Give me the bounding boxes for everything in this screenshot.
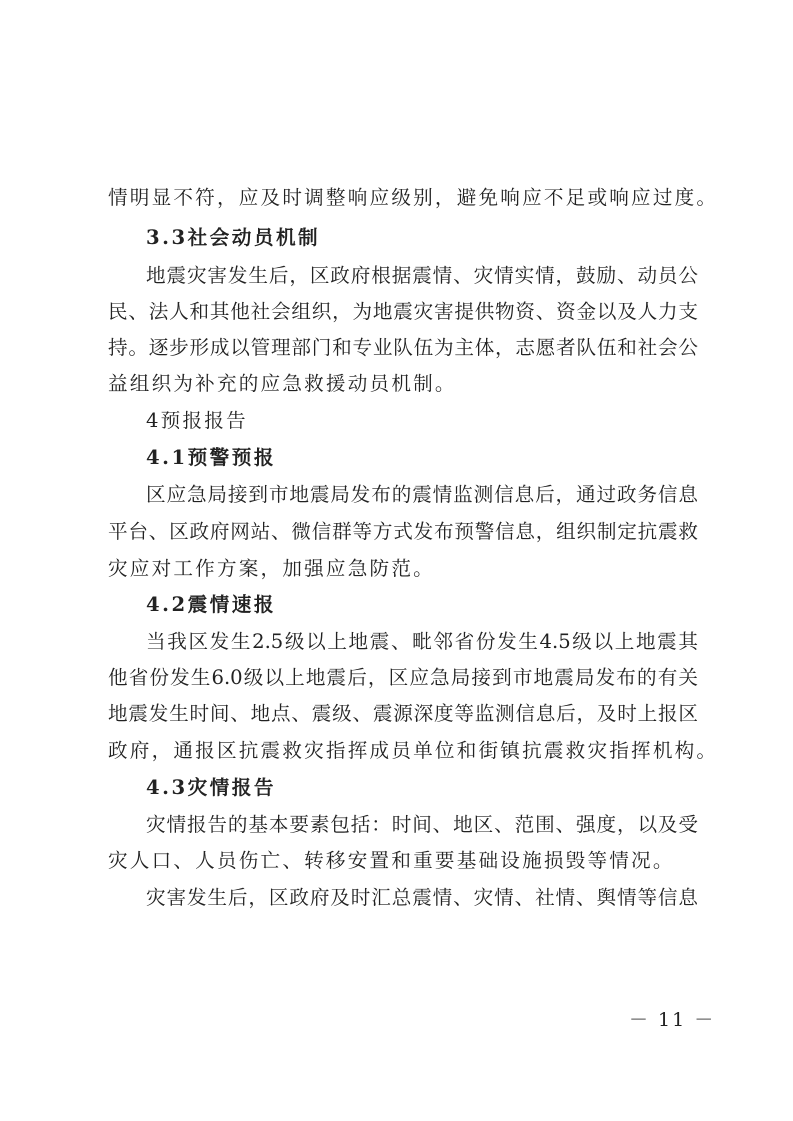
paragraph-line: 地震灾害发生后，区政府根据震情、灾情实情，鼓励、动员公: [146, 264, 698, 287]
paragraph-line: 他省份发生6.0级以上地震后，区应急局接到市地震局发布的有关: [108, 666, 698, 689]
section-heading-4-2: 4.2震情速报: [146, 593, 276, 616]
section-heading-4-3: 4.3灾情报告: [146, 776, 276, 799]
paragraph-line: 灾害发生后，区政府及时汇总震情、灾情、社情、舆情等信息: [146, 886, 698, 909]
section-heading-4: 4预报报告: [146, 409, 248, 432]
paragraph-line: 灾人口、人员伤亡、转移安置和重要基础设施损毁等情况。: [108, 849, 675, 872]
paragraph-line: 情明显不符，应及时调整响应级别，避免响应不足或响应过度。: [108, 186, 719, 209]
paragraph-line: 灾应对工作方案，加强应急防范。: [108, 557, 435, 580]
paragraph-line: 当我区发生2.5级以上地震、毗邻省份发生4.5级以上地震其: [146, 630, 698, 653]
paragraph-line: 政府，通报区抗震救灾指挥成员单位和街镇抗震救灾指挥机构。: [108, 739, 719, 762]
paragraph-line: 灾情报告的基本要素包括：时间、地区、范围、强度，以及受: [146, 813, 698, 836]
paragraph-line: 地震发生时间、地点、震级、震源深度等监测信息后，及时上报区: [108, 702, 698, 725]
paragraph-line: 平台、区政府网站、微信群等方式发布预警信息，组织制定抗震救: [108, 520, 698, 543]
paragraph-line: 持。逐步形成以管理部门和专业队伍为主体，志愿者队伍和社会公: [108, 336, 698, 359]
section-heading-3-3: 3.3社会动员机制: [146, 226, 321, 249]
page-number: － 11 －: [629, 1009, 716, 1031]
paragraph-line: 民、法人和其他社会组织，为地震灾害提供物资、资金以及人力支: [108, 300, 698, 323]
section-heading-4-1: 4.1预警预报: [146, 446, 276, 469]
paragraph-line: 区应急局接到市地震局发布的震情监测信息后，通过政务信息: [146, 483, 698, 506]
paragraph-line: 益组织为补充的应急救援动员机制。: [108, 372, 457, 395]
